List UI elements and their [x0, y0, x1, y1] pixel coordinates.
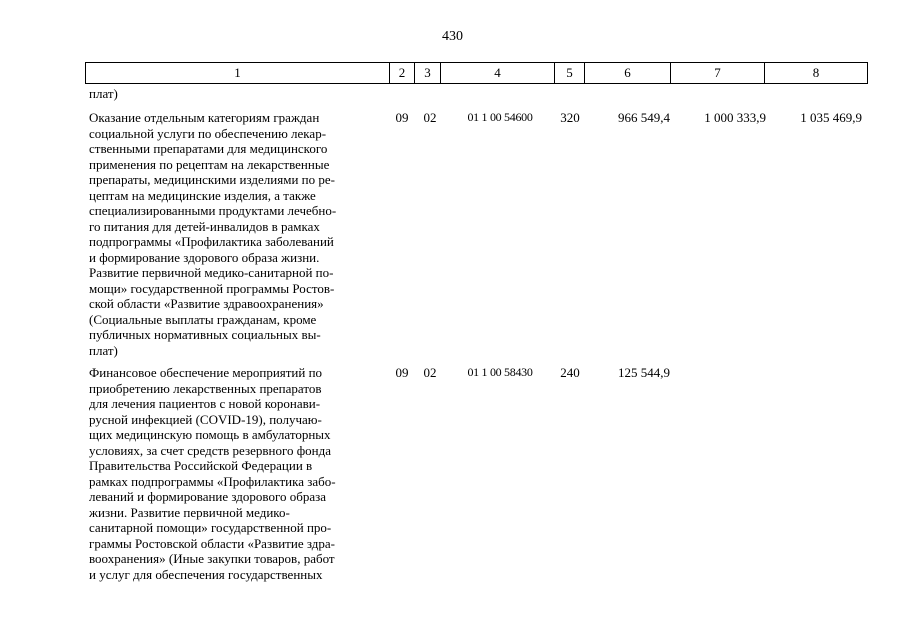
- row-section: 09: [395, 110, 409, 125]
- row-subsection: 02: [423, 365, 437, 380]
- row-amount-1: 125 544,9: [618, 365, 670, 380]
- row-expense-type: 240: [560, 365, 580, 380]
- header-col-6: 6: [585, 63, 671, 84]
- row-amount-3: 1 035 469,9: [800, 110, 862, 125]
- row-description: Финансовое обеспечение мероприятий по приобретению лекарственных препаратов для лечения пациентов с новой коронави- русной инфекцией (COVID-19), получаю- щих медицинскую помощь в амбулаторных условиях, за счет средств резервного фонда Правительства Российской Федерации в рамках подпрограммы «Профилактика забо- леваний и формирование здорового образа жизни. Развитие первичной медико- санитарной помощи» государственной про- граммы Ростовской области «Развитие здра- воохранения» (Иные закупки товаров, работ и услуг для обеспечения государственных: [89, 365, 336, 582]
- header-col-1: 1: [86, 63, 390, 84]
- row-expense-type: 320: [560, 110, 580, 125]
- row-amount-1: 966 549,4: [618, 110, 670, 125]
- row-target-code: 01 1 00 54600: [467, 110, 533, 124]
- header-col-3: 3: [415, 63, 441, 84]
- header-col-4: 4: [441, 63, 555, 84]
- row-description: Оказание отдельным категориям граждан социальной услуги по обеспечению лекар- ственными препаратами для медицинского применения по рецептам на лекарственные препараты, медицинскими изделиями по ре- цептам на медицинские изделия, а также специализированными продуктами лечебно- го питания для детей-инвалидов в рамках подпрограммы «Профилактика заболеваний и формирование здорового образа жизни. Развитие первичной медико-санитарной по- мощи» государственной программы Ростов- ской области «Развитие здравоохранения» (Социальные выплаты гражданам, кроме публичных нормативных социальных вы- плат): [89, 110, 337, 358]
- header-col-5: 5: [555, 63, 585, 84]
- continuation-text: плат): [89, 86, 118, 101]
- header-col-2: 2: [390, 63, 415, 84]
- row-amount-2: 1 000 333,9: [704, 110, 766, 125]
- page-number: 430: [442, 29, 463, 44]
- row-subsection: 02: [423, 110, 437, 125]
- header-col-7: 7: [671, 63, 765, 84]
- header-col-8: 8: [765, 63, 868, 84]
- row-target-code: 01 1 00 58430: [467, 365, 533, 379]
- row-section: 09: [395, 365, 409, 380]
- column-number-header: [85, 62, 868, 84]
